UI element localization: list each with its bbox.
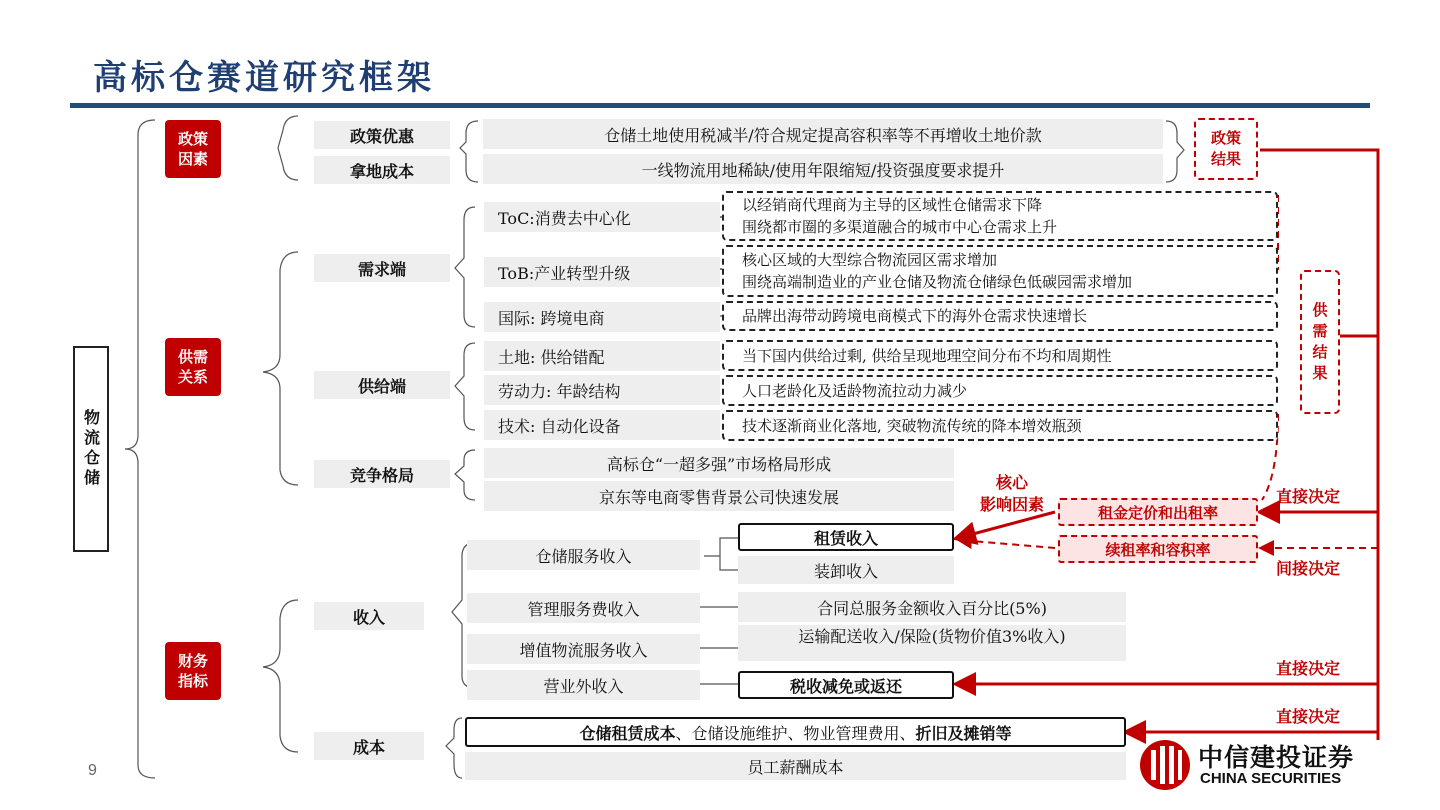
supply-labor-detail [722, 375, 1278, 406]
demand-toc-line-2: 围绕都市圈的多渠道融合的城市中心仓需求上升 [742, 218, 1058, 236]
rent-pricing-box: 租金定价和出租率 [1058, 498, 1258, 526]
income-label: 收入 [314, 602, 424, 630]
cost-mid: 、仓储设施维护、物业管理费用、 [675, 723, 916, 743]
policy-brace [278, 116, 298, 180]
policy-inner-brace [460, 121, 478, 182]
income-mgmt: 管理服务费收入 [467, 593, 700, 623]
competition-item-1: 高标仓“一超多强”市场格局形成 [484, 448, 954, 478]
arrow-renew [960, 540, 1055, 548]
logo-en: CHINA SECURITIES [1200, 770, 1342, 787]
logo-cn: 中信建投证券 [1198, 743, 1355, 772]
income-handling: 装卸收入 [738, 556, 954, 584]
supply-tech-text: 技术逐渐商业化落地, 突破物流传统的降本增效瓶颈 [742, 416, 1082, 435]
demand-toc-line-1: 以经销商代理商为主导的区域性仓储需求下降 [742, 196, 1043, 214]
demand-label: 需求端 [314, 254, 450, 282]
demand-intl-label: 国际: 跨境电商 [484, 302, 720, 332]
demand-toc-detail [722, 191, 1278, 241]
page-title: 高标仓赛道研究框架 [93, 58, 435, 98]
income-mgmt-detail: 合同总服务金额收入百分比(5%) [738, 592, 1126, 622]
finance-brace [263, 600, 298, 752]
demand-brace [455, 207, 475, 327]
income-rental: 租赁收入 [738, 523, 954, 551]
policy-text-2: 一线物流用地稀缺/使用年限缩短/投资强度要求提升 [483, 154, 1163, 184]
supply-demand-brace [263, 252, 298, 485]
cost-label: 成本 [314, 732, 424, 760]
income-value-added-detail: 运输配送收入/保险(货物价值3%收入) [738, 625, 1126, 661]
supply-demand-result: 供 需 结 果 [1300, 270, 1340, 414]
direct-decide-2: 直接决定 [1276, 659, 1341, 678]
category-finance: 财务 指标 [165, 642, 221, 700]
indirect-decide: 间接决定 [1276, 559, 1341, 578]
demand-intl-line-1: 品牌出海带动跨境电商模式下的海外仓需求快速增长 [742, 307, 1088, 325]
supply-labor-label: 劳动力: 年龄结构 [484, 375, 720, 405]
competition-brace [455, 450, 475, 500]
root-node: 物流仓储 [73, 346, 109, 552]
direct-decide-1: 直接决定 [1276, 487, 1341, 506]
supply-land-text: 当下国内供给过剩, 供给呈现地理空间分布不均和周期性 [742, 346, 1112, 365]
direct-decide-3: 直接决定 [1276, 707, 1341, 726]
category-supply-demand: 供需 关系 [165, 338, 221, 396]
demand-intl-detail [722, 301, 1278, 331]
supply-label: 供给端 [314, 371, 450, 399]
income-non-op: 营业外收入 [467, 670, 700, 700]
income-tax: 税收减免或返还 [738, 671, 954, 699]
supply-tech-detail [722, 410, 1278, 441]
supply-tech-label: 技术: 自动化设备 [484, 410, 720, 440]
cost-brace [446, 718, 462, 778]
cost-line-2: 员工薪酬成本 [465, 752, 1126, 780]
policy-label-1: 政策优惠 [314, 121, 450, 149]
logo-icon [1138, 738, 1192, 792]
competition-item-2: 京东等电商零售背景公司快速发展 [484, 481, 954, 511]
demand-tob-detail [722, 245, 1278, 297]
demand-toc-label: ToC:消费去中心化 [484, 202, 720, 232]
supply-brace [455, 343, 475, 430]
category-policy: 政策 因素 [165, 120, 221, 178]
income-storage: 仓储服务收入 [467, 540, 700, 570]
supply-labor-text: 人口老龄化及适龄物流拉动力减少 [742, 381, 968, 400]
core-factor-label: 核心 影响因素 [979, 473, 1044, 514]
policy-right-brace [1166, 121, 1184, 182]
supply-land-detail [722, 340, 1278, 371]
competition-label: 竞争格局 [314, 460, 450, 488]
policy-label-2: 拿地成本 [314, 156, 450, 184]
cost-bold-2: 折旧及摊销等 [915, 723, 1012, 743]
cost-bold-1: 仓储租赁成本 [579, 723, 676, 743]
title-rule [70, 103, 1370, 108]
page-number: 9 [88, 762, 97, 779]
demand-tob-line-1: 核心区域的大型综合物流园区需求增加 [742, 251, 998, 269]
root-brace [125, 120, 155, 778]
policy-result: 政策 结果 [1194, 118, 1258, 180]
renewal-rate-box: 续租率和容积率 [1058, 535, 1258, 563]
demand-tob-line-2: 围绕高端制造业的产业仓储及物流仓储绿色低碳园需求增加 [742, 273, 1133, 291]
logo-mark [1138, 738, 1192, 792]
supply-land-label: 土地: 供给错配 [484, 341, 720, 371]
cost-line-1 [465, 717, 1126, 747]
demand-tob-label: ToB:产业转型升级 [484, 257, 720, 287]
policy-text-1: 仓储土地使用税减半/符合规定提高容积率等不再增收土地价款 [483, 119, 1163, 149]
income-value-added: 增值物流服务收入 [467, 634, 700, 664]
